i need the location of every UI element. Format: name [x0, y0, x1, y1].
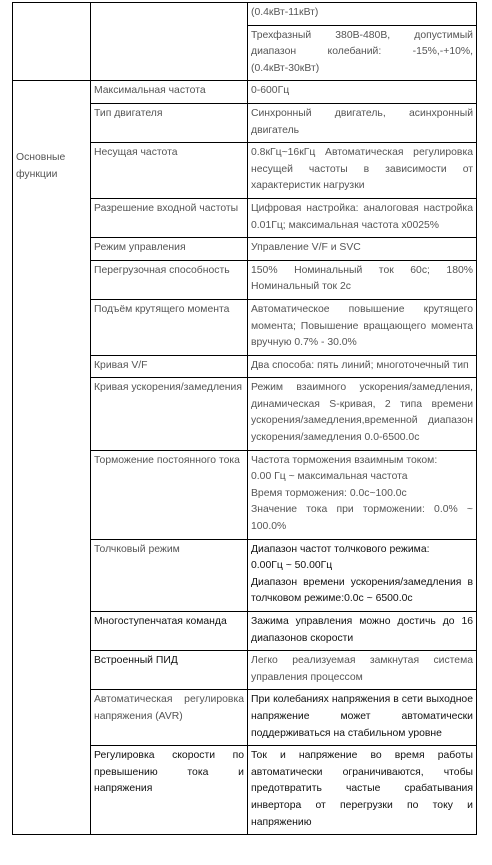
param-value: 150% Номинальный ток 60с; 180% Номинальный ток 2с: [248, 260, 477, 299]
param-value: Трехфазный 380В-480В, допустимый диапазон колебаний: -15%,-+10%, (0.4кВт-30кВт): [248, 25, 477, 81]
value-line: Диапазон частот толчкового режима:: [251, 543, 430, 555]
param-value: Управление V/F и SVC: [248, 238, 477, 261]
param-value: Зажима управления можно достичь до 16 диапазонов скорости: [248, 612, 477, 651]
table-row: [13, 3, 477, 26]
param-name: Тип двигателя: [91, 103, 248, 142]
param-value: Легко реализуемая замкнутая система управления процессом: [248, 651, 477, 690]
group-label: [13, 81, 91, 835]
param-name: Максимальная частота: [91, 81, 248, 104]
param-name: Регулировка скорости по превышению тока и напряжения: [91, 746, 248, 835]
param-name: Режим управления: [91, 238, 248, 261]
value-line: Значение тока при торможении: 0.0% ~ 100.0%: [251, 504, 473, 533]
value-line: 0.00 Гц ~ максимальная частота: [251, 471, 408, 483]
param-name-cell-empty: [91, 3, 248, 81]
value-line: Время торможения: 0.0с~100.0с: [251, 487, 407, 499]
param-value: Автоматическое повышение крутящего момента; Повышение вращающего момента вручную 0.7% - 30.0%: [248, 299, 477, 355]
param-value: При колебаниях напряжения в сети выходное напряжение может автоматически поддерживаться на стабильном уровне: [248, 690, 477, 746]
param-value: Синхронный двигатель, асинхронный двигатель: [248, 103, 477, 142]
value-line: Частота торможения взаимным током:: [251, 454, 438, 466]
param-name: Многоступенчатая команда: [91, 612, 248, 651]
param-value: 0.8кГц~16кГц Автоматическая регулировка несущей частоты в зависимости от характеристик нагрузки: [248, 143, 477, 199]
group-label-text: Основные функции: [16, 152, 66, 180]
param-name: Кривая ускорения/замедления: [91, 378, 248, 450]
param-value: (0.4кВт-11кВт): [248, 3, 477, 26]
group-cell-empty: [13, 3, 91, 81]
table-row: [13, 81, 477, 104]
param-name: Разрешение входной частоты: [91, 198, 248, 237]
param-value: Цифровая настройка: аналоговая настройка 0.01Гц; максимальная частота x0025%: [248, 198, 477, 237]
spec-table: [12, 2, 477, 835]
param-value: 0-600Гц: [248, 81, 477, 104]
param-value: [248, 539, 477, 611]
param-name: Несущая частота: [91, 143, 248, 199]
param-name: Встроенный ПИД: [91, 651, 248, 690]
param-name: Подъём крутящего момента: [91, 299, 248, 355]
param-value: Ток и напряжение во время работы автоматически ограничиваются, чтобы предотвратить частые срабатывания инвертора от перегрузки по току и напряжению: [248, 746, 477, 835]
value-line: 0.00Гц ~ 50.00Гц: [251, 560, 333, 572]
param-name: Торможение постоянного тока: [91, 450, 248, 539]
param-value: Два способа: пять линий; многоточечный тип: [248, 355, 477, 378]
param-name: Кривая V/F: [91, 355, 248, 378]
param-name: Перегрузочная способность: [91, 260, 248, 299]
param-name: Толчковый режим: [91, 539, 248, 611]
value-line: Диапазон времени ускорения/замедления в толчковом режиме:0.0с ~ 6500.0с: [251, 576, 473, 605]
param-value: [248, 450, 477, 539]
param-value: Режим взаимного ускорения/замедления, динамическая S-кривая, 2 типа времени ускорения/замедления,временной диапазон ускорения/замедления 0.0-6500.0с: [248, 378, 477, 450]
param-name: Автоматическая регулировка напряжения (AVR): [91, 690, 248, 746]
